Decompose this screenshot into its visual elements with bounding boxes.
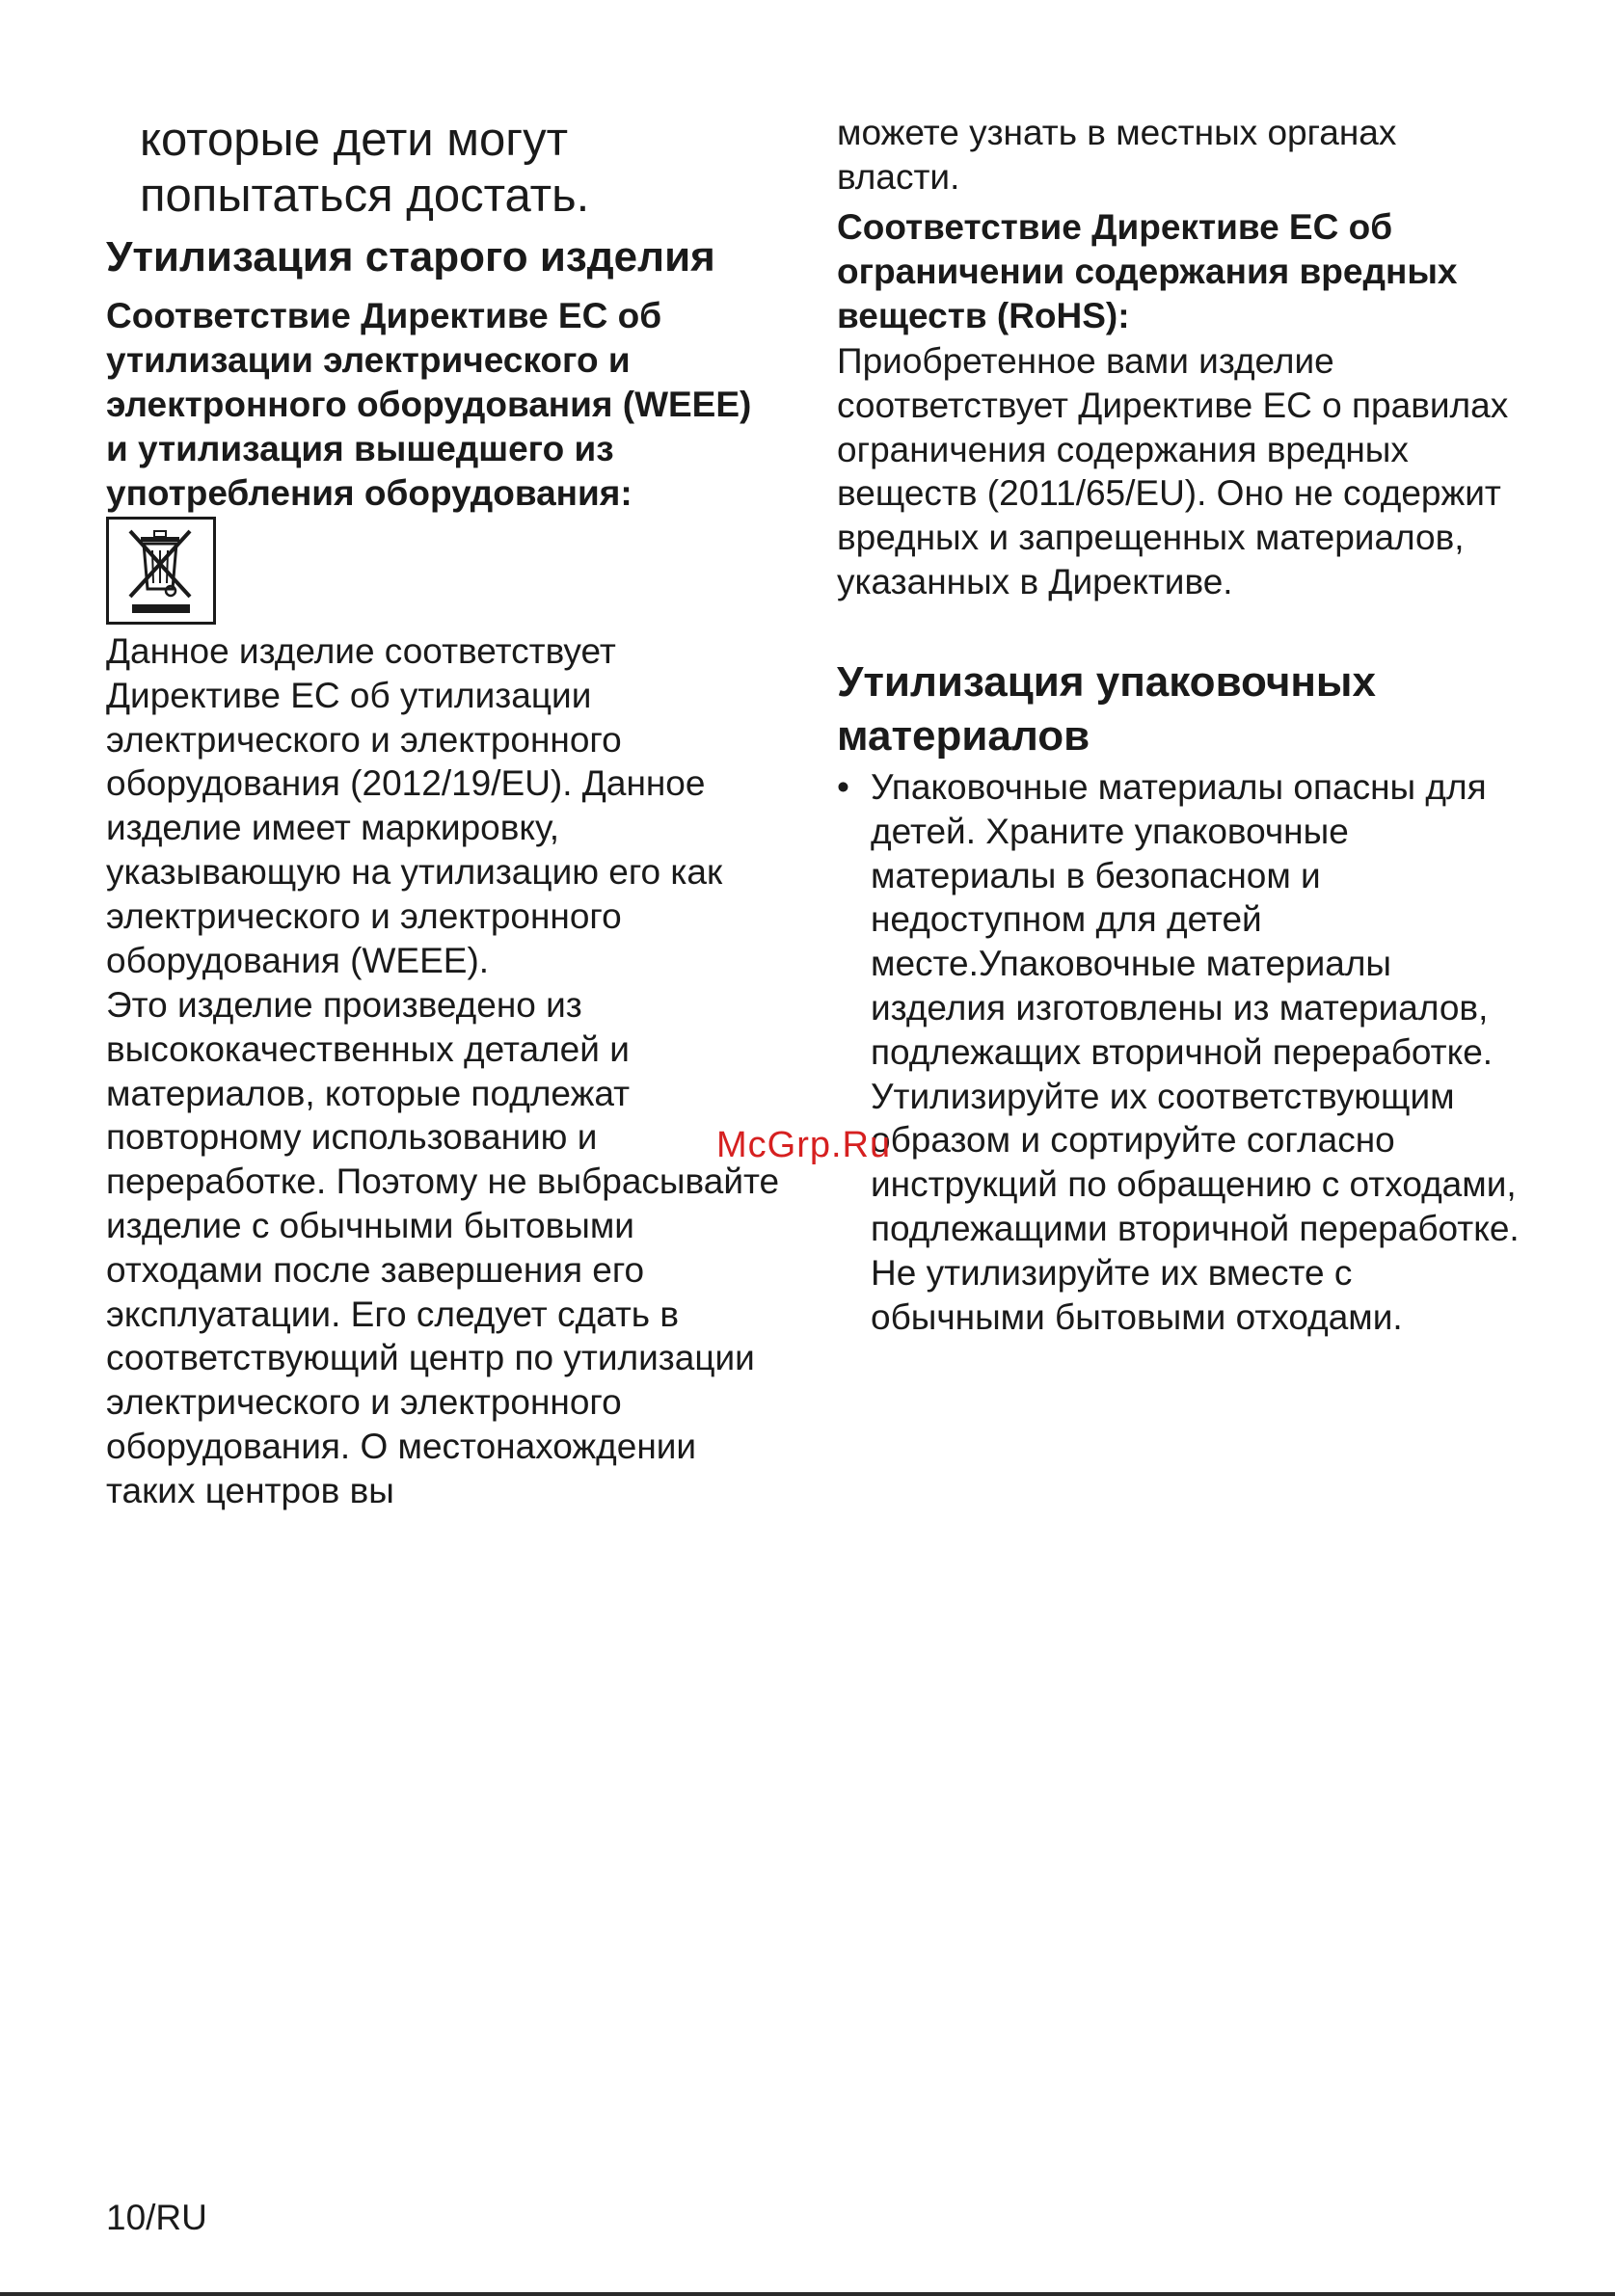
continuation-text: которые дети могут попытаться достать. bbox=[140, 114, 590, 222]
weee-continuation: можете узнать в местных органах власти. bbox=[837, 113, 1397, 197]
weee-heading: Соответствие Директиве ЕС об утилизации электрического и электронного оборудования (WEEE) и утилизация вышедшего из употребления оборудования: bbox=[106, 296, 752, 513]
weee-paragraph-1: Данное изделие соответствует Директиве ЕС об утилизации электрического и электронного оборудования (2012/19/EU). Данное изделие имеет маркировку, указывающую на утилизацию его как электрического и электронного оборудования (WEEE). bbox=[106, 631, 723, 980]
packaging-bullet-text: Упаковочные материалы опасны для детей. Храните упаковочные материалы в безопасном и недоступном для детей месте.Упаковочные материалы изделия изготовлены из материалов, подлежащих вторичной переработке. Утилизируйте их соответствующим образом и сортируйте согласно инструкций по обращению с отходами, подлежащими вторичной переработке. Не утилизируйте их вместе с обычными бытовыми отходами. bbox=[871, 767, 1520, 1337]
rohs-heading: Соответствие Директиве ЕС об ограничении содержания вредных веществ (RoHS): bbox=[837, 207, 1458, 335]
packaging-heading: Утилизация упаковочных материалов bbox=[837, 658, 1376, 760]
watermark: McGrp.Ru bbox=[716, 1125, 892, 1165]
bottom-divider bbox=[0, 2292, 1615, 2296]
bullet-marker: • bbox=[837, 767, 849, 807]
weee-paragraph-2: Это изделие произведено из высококачественных деталей и материалов, которые подлежат повторному использованию и переработке. Поэтому не выбрасывайте изделие с обычными бытовыми отходами после завершения его эксплуатации. Его следует сдать в соответствующий центр по утилизации электрического и электронного оборудования. О местонахождении таких центров вы bbox=[106, 985, 780, 1510]
disposal-heading: Утилизация старого изделия bbox=[106, 233, 715, 280]
page-number: 10/RU bbox=[106, 2198, 207, 2237]
rohs-paragraph: Приобретенное вами изделие соответствует Директиве ЕС о правилах ограничения содержания вредных веществ (2011/65/EU). Оно не содержит вредных и запрещенных материалов, указанных в Директиве. bbox=[837, 341, 1509, 601]
weee-bin-icon bbox=[106, 517, 216, 625]
